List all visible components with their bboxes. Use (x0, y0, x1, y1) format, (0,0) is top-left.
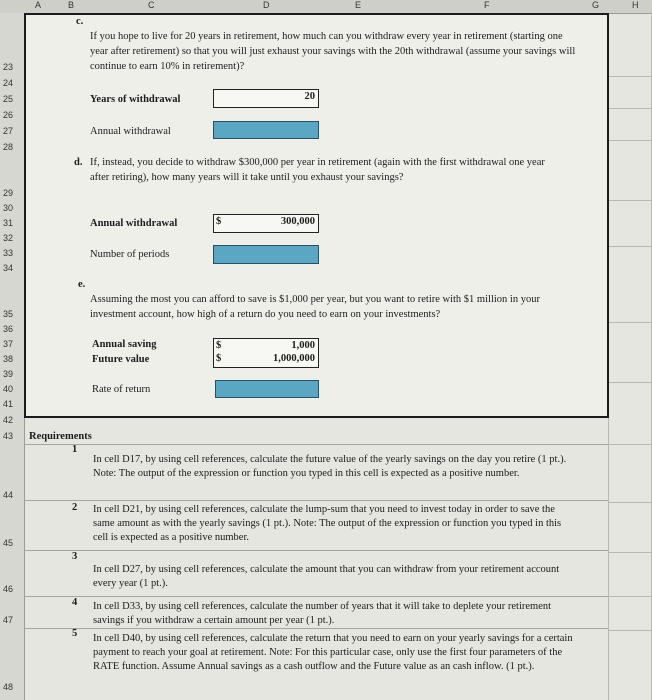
section-c-letter: c. (76, 16, 84, 27)
annual-saving-value: 1,000 (291, 340, 315, 351)
currency-symbol: $ (216, 216, 222, 227)
row-header[interactable]: 34 (3, 263, 14, 273)
row-header[interactable]: 28 (3, 142, 14, 152)
row-header[interactable]: 25 (3, 94, 14, 104)
future-value-value: 1,000,000 (273, 353, 315, 364)
section-e-letter: e. (78, 279, 86, 290)
years-of-withdrawal-label: Years of withdrawal (90, 94, 181, 105)
column-header-d[interactable]: D (263, 0, 270, 10)
row-header[interactable]: 24 (3, 78, 14, 88)
annual-withdrawal-cell[interactable] (213, 121, 319, 139)
requirement-row (24, 628, 608, 629)
row-header[interactable]: 38 (3, 354, 14, 364)
row-header[interactable]: 30 (3, 203, 14, 213)
number-of-periods-label: Number of periods (90, 249, 170, 260)
requirement-text: In cell D27, by using cell references, calculate the amount that you can withdraw from your retirement account every year (1 pt.). (93, 564, 560, 589)
currency-symbol: $ (216, 340, 222, 351)
rate-of-return-cell[interactable] (215, 380, 319, 398)
row-header[interactable]: 31 (3, 218, 14, 228)
annual-saving-label: Annual saving (92, 339, 157, 350)
gridline (608, 140, 652, 141)
gridline (608, 76, 652, 77)
row-header[interactable]: 39 (3, 369, 14, 379)
gridline (608, 502, 652, 503)
row-header[interactable]: 42 (3, 415, 14, 425)
row-header[interactable]: 43 (3, 431, 14, 441)
row-header[interactable]: 40 (3, 384, 14, 394)
row-header[interactable]: 32 (3, 233, 14, 243)
row-header[interactable]: 35 (3, 309, 14, 319)
column-header-a[interactable]: A (35, 0, 42, 10)
row-header[interactable]: 29 (3, 188, 14, 198)
column-header-h[interactable]: H (632, 0, 639, 10)
requirement-text: In cell D33, by using cell references, calculate the number of years that it will take to deplete your retirement savings if you withdraw a certain amount per year (1 pt.). (93, 601, 552, 626)
gridline (608, 382, 652, 383)
column-header-g[interactable]: G (592, 0, 600, 10)
requirement-row (24, 500, 608, 501)
rate-of-return-label: Rate of return (92, 384, 151, 395)
requirement-number: 3 (72, 551, 78, 562)
requirement-text: In cell D21, by using cell references, calculate the lump-sum that you need to invest today in order to save the same amount as with the yearly savings (1 pt.). Note: The output of the expression or function you typed in this cell is expected as a positive number. (93, 504, 562, 543)
currency-symbol: $ (216, 353, 222, 364)
section-e-question: Assuming the most you can afford to save is $1,000 per year, but you want to retire with $1 million in your investment account, how high of a return do you need to earn on your investments? (90, 294, 540, 320)
gridline (608, 108, 652, 109)
requirement-text: In cell D17, by using cell references, calculate the future value of the yearly savings on the day you retire (1 pt.). Note: The output of the expression or function you typed in this cell is expected as a positive number. (93, 454, 567, 479)
annual-withdrawal-d-label: Annual withdrawal (90, 218, 178, 229)
column-header-f[interactable]: F (484, 0, 490, 10)
column-header-e[interactable]: E (355, 0, 362, 10)
requirement-row (24, 550, 608, 551)
row-header[interactable]: 33 (3, 248, 14, 258)
row-header[interactable]: 37 (3, 339, 14, 349)
requirement-number: 5 (72, 628, 78, 639)
row-header[interactable]: 36 (3, 324, 14, 334)
gridline (608, 630, 652, 631)
number-of-periods-cell[interactable] (213, 245, 319, 264)
gridline (608, 596, 652, 597)
years-of-withdrawal-value: 20 (304, 91, 315, 102)
annual-withdrawal-label: Annual withdrawal (90, 126, 171, 137)
column-header-c[interactable]: C (148, 0, 155, 10)
gridline (608, 444, 652, 445)
row-header[interactable]: 47 (3, 615, 14, 625)
savings-cells[interactable] (213, 338, 319, 368)
column-header-b[interactable]: B (68, 0, 75, 10)
gridline (608, 322, 652, 323)
row-header[interactable]: 44 (3, 490, 14, 500)
section-d-letter: d. (74, 157, 83, 168)
row-header[interactable]: 46 (3, 584, 14, 594)
future-value-label: Future value (92, 354, 150, 365)
column-header-bar (0, 0, 652, 14)
row-header[interactable]: 41 (3, 399, 14, 409)
requirement-number: 4 (72, 597, 78, 608)
years-of-withdrawal-cell[interactable] (213, 89, 319, 108)
row-header[interactable]: 26 (3, 110, 14, 120)
section-c-question: If you hope to live for 20 years in retirement, how much can you withdraw every year in retirement (starting one year after retirement) so that you will just exhaust your savings with the 20th withdrawal (assume your savings will continue to earn 10% in retirement)? (90, 31, 576, 72)
gridline (608, 246, 652, 247)
row-header[interactable]: 23 (3, 62, 14, 72)
requirement-number: 1 (72, 444, 78, 455)
row-header[interactable]: 48 (3, 682, 14, 692)
requirement-row (24, 596, 608, 597)
section-d-question: If, instead, you decide to withdraw $300,000 per year in retirement (again with the first withdrawal one year after retiring), how many years will it take until you exhaust your savings? (90, 157, 545, 183)
gridline (608, 552, 652, 553)
row-header[interactable]: 45 (3, 538, 14, 548)
annual-withdrawal-d-cell[interactable] (213, 214, 319, 233)
row-header[interactable]: 27 (3, 126, 14, 136)
requirement-row (24, 444, 608, 445)
requirement-number: 2 (72, 502, 78, 513)
requirement-text: In cell D40, by using cell references, calculate the return that you need to earn on your yearly savings for a certain payment to reach your goal at retirement. Note: For this particular case, only use the first four parameters of the RATE function. Assume Annual savings as a cash outflow and the Future value as an cash inflow. (1 pt.). (93, 633, 573, 672)
annual-withdrawal-d-value: 300,000 (280, 216, 315, 227)
gridline (608, 200, 652, 201)
requirements-title: Requirements (29, 431, 92, 442)
